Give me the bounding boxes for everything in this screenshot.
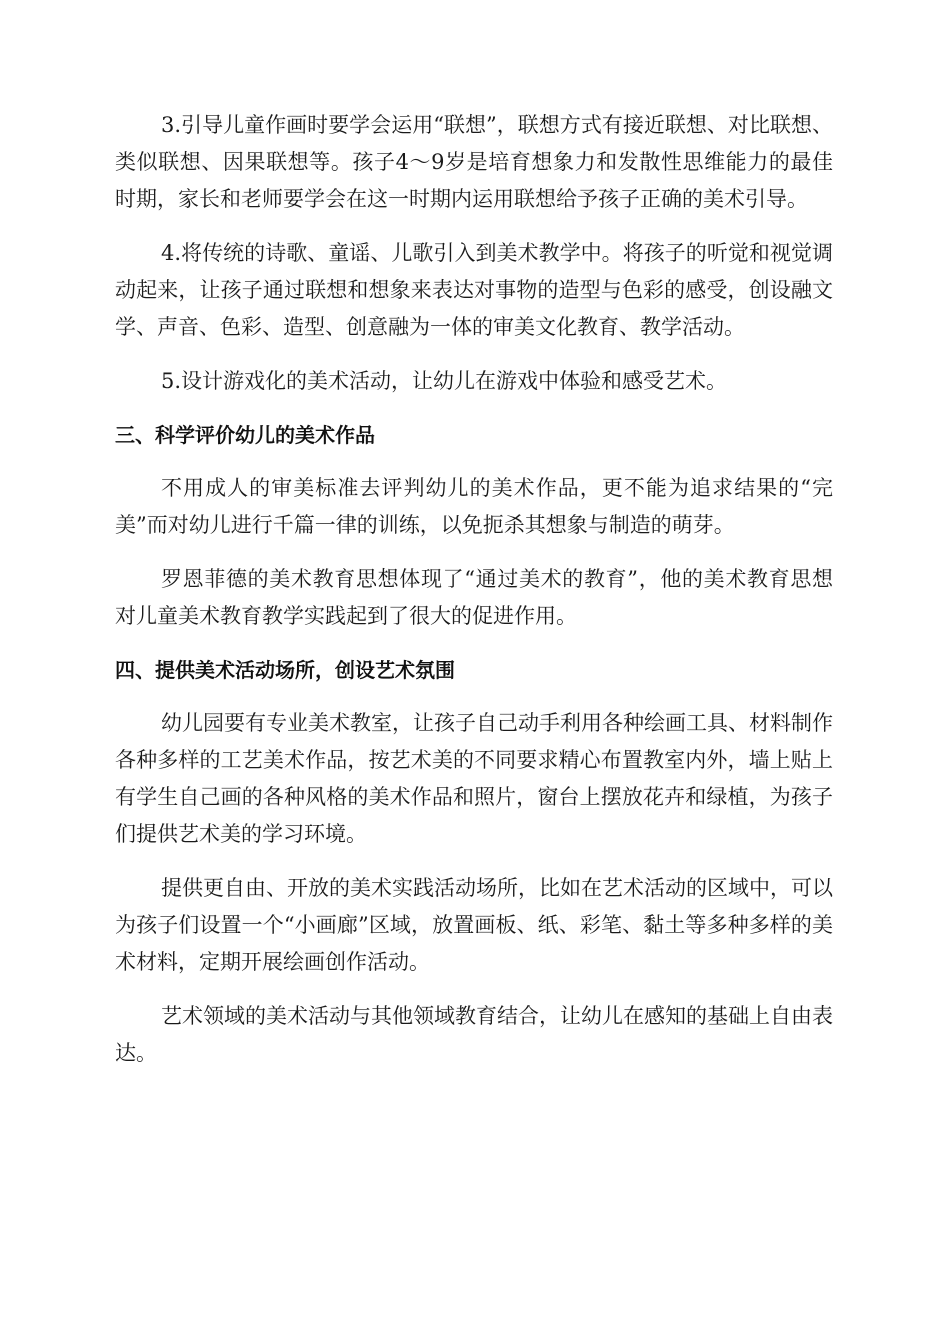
section-heading-4: 四、提供美术活动场所，创设艺术氛围 (115, 658, 455, 682)
paragraph-item-3: 3.引导儿童作画时要学会运用“联想”，联想方式有接近联想、对比联想、类似联想、因果联想等。孩子4～9岁是培育想象力和发散性思维能力的最佳时期，家长和老师要学会在这一时期内运用联想给予孩子正确的美术引导。 (115, 113, 833, 211)
section-heading-3: 三、科学评价幼儿的美术作品 (115, 423, 375, 447)
section4-paragraph-2: 提供更自由、开放的美术实践活动场所，比如在艺术活动的区域中，可以为孩子们设置一个“小画廊”区域，放置画板、纸、彩笔、黏土等多种多样的美术材料，定期开展绘画创作活动。 (115, 876, 833, 974)
paragraph-item-4: 4.将传统的诗歌、童谣、儿歌引入到美术教学中。将孩子的听觉和视觉调动起来，让孩子通过联想和想象来表达对事物的造型与色彩的感受，创设融文学、声音、色彩、造型、创意融为一体的审美文化教育、教学活动。 (115, 241, 833, 339)
paragraph-item-5: 5.设计游戏化的美术活动，让幼儿在游戏中体验和感受艺术。 (161, 369, 728, 393)
document-body (115, 107, 833, 1089)
section3-paragraph-1: 不用成人的审美标准去评判幼儿的美术作品，更不能为追求结果的“完美”而对幼儿进行千篇一律的训练，以免扼杀其想象与制造的萌芽。 (115, 476, 833, 537)
section3-paragraph-2: 罗恩菲德的美术教育思想体现了“通过美术的教育”，他的美术教育思想对儿童美术教育教学实践起到了很大的促进作用。 (115, 567, 833, 628)
section4-paragraph-3: 艺术领域的美术活动与其他领域教育结合，让幼儿在感知的基础上自由表达。 (115, 1004, 833, 1065)
section4-paragraph-1: 幼儿园要有专业美术教室，让孩子自己动手利用各种绘画工具、材料制作各种多样的工艺美术作品，按艺术美的不同要求精心布置教室内外，墙上贴上有学生自己画的各种风格的美术作品和照片，窗台上摆放花卉和绿植，为孩子们提供艺术美的学习环境。 (115, 711, 833, 846)
